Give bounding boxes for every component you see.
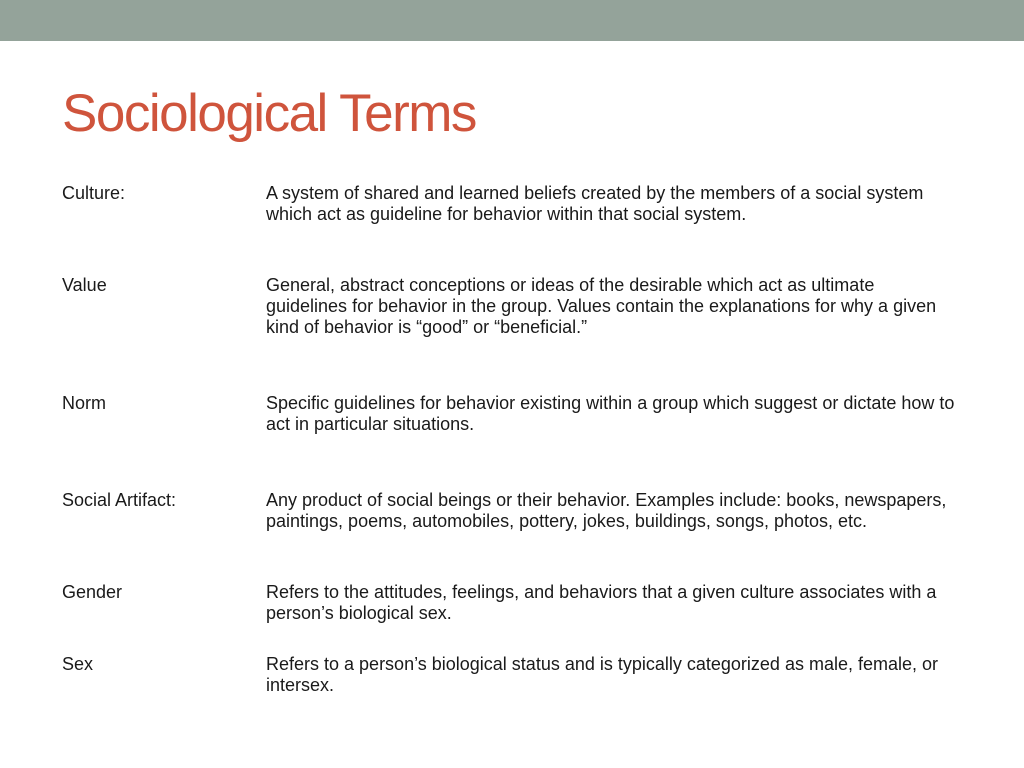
top-accent-bar [0,0,1024,41]
term-label: Norm [62,393,106,413]
term-definition: Refers to a person’s biological status and is typically categorized as male, female, or intersex. [266,654,939,695]
term-definition: General, abstract conceptions or ideas of the desirable which act as ultimate guidelines for behavior in the group. Values contain the explanations for why a given kind of behavior is “good” or “beneficial.” [266,275,937,337]
term-definition: Refers to the attitudes, feelings, and behaviors that a given culture associates with a person’s biological sex. [266,582,937,623]
term-definition: Any product of social beings or their behavior. Examples include: books, newspapers, paintings, poems, automobiles, pottery, jokes, buildings, songs, photos, etc. [266,490,947,531]
term-label: Value [62,275,107,295]
term-label: Sex [62,654,94,674]
term-label: Gender [62,582,123,602]
term-definition: A system of shared and learned beliefs created by the members of a social system which act as guideline for behavior within that social system. [266,183,924,224]
term-label: Culture: [62,183,126,203]
term-label: Social Artifact: [62,490,177,510]
term-definition: Specific guidelines for behavior existing within a group which suggest or dictate how to act in particular situations. [266,393,955,434]
slide-title: Sociological Terms [62,84,476,143]
